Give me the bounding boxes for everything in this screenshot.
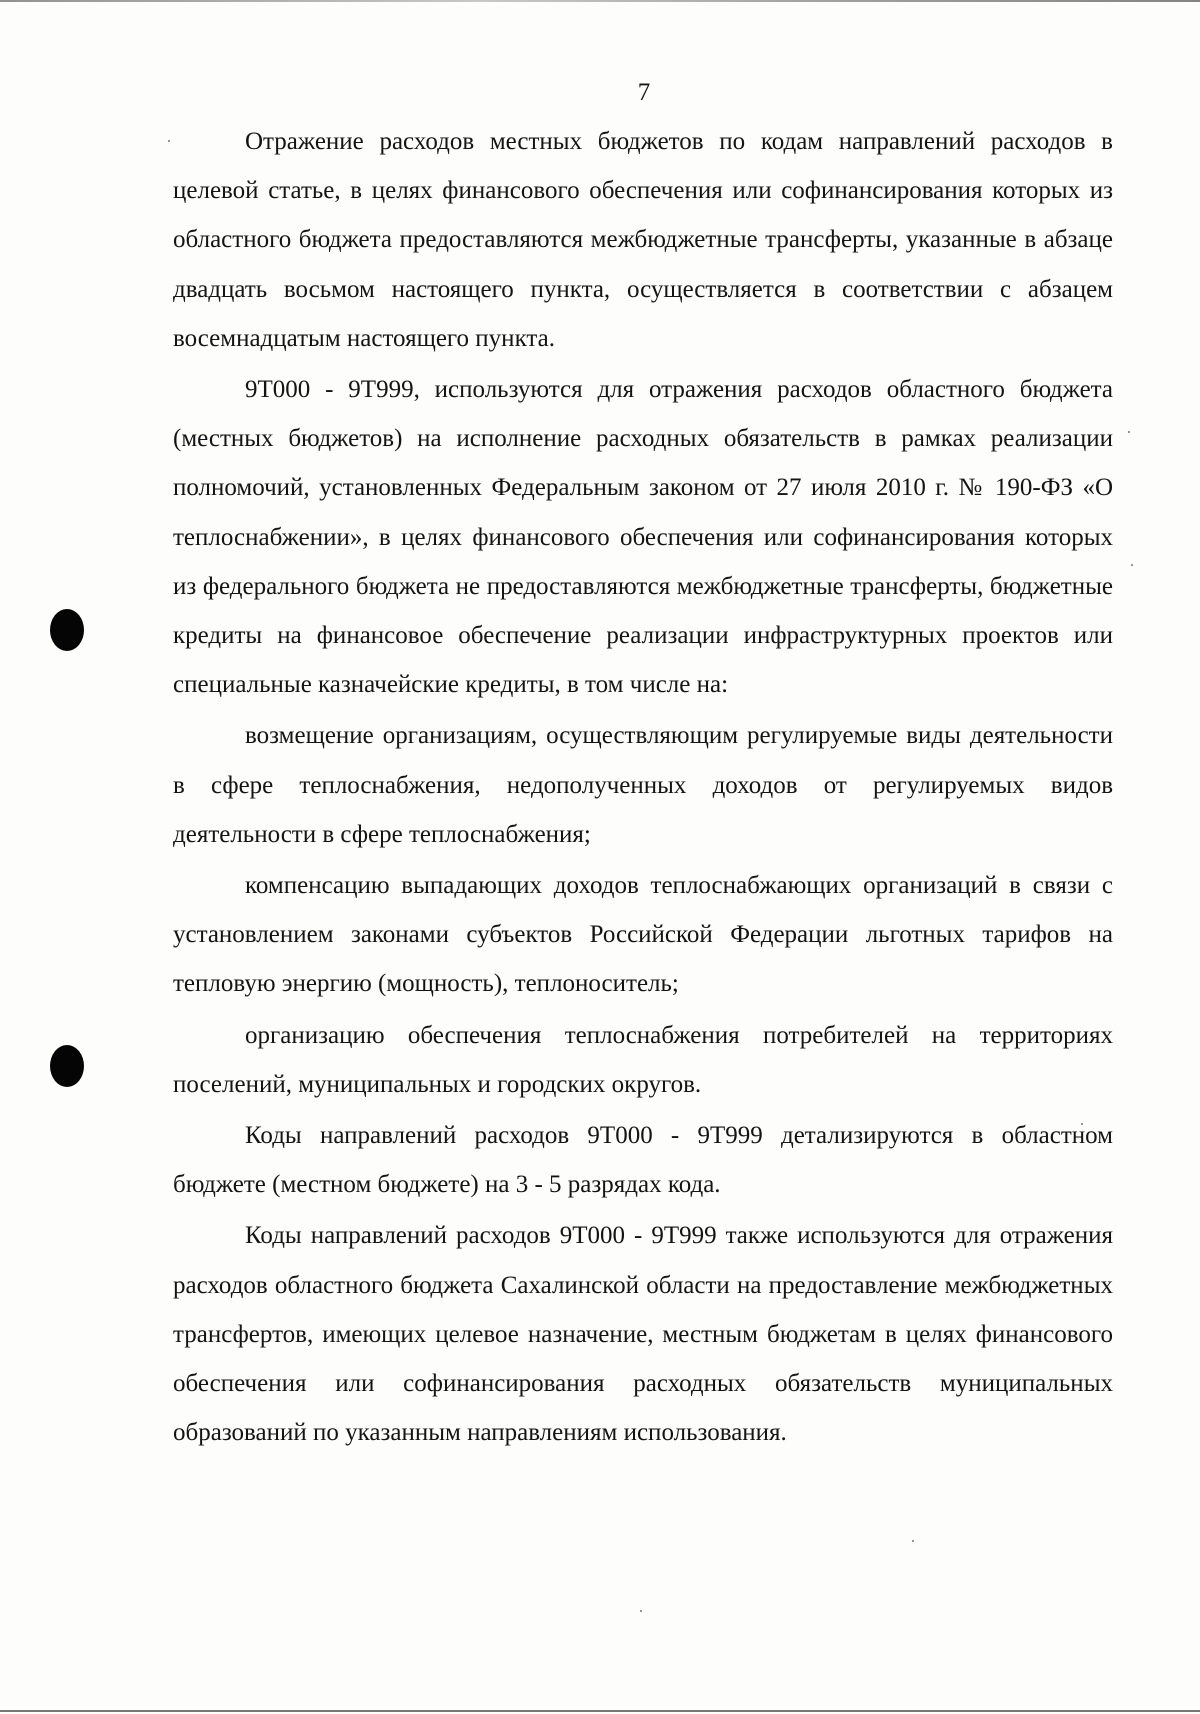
paragraph: Отражение расходов местных бюджетов по кодам направлений расходов в целевой статье, в целях финансового обеспечения или софинансирования которых из областного бюджета предоставляются межбюджетные трансферты, указанные в абзаце двадцать восьмом настоящего пункта, осуществляется в соответствии с абзацем восемнадцатым настоящего пункта. bbox=[173, 128, 1113, 352]
scan-speck bbox=[912, 1540, 914, 1542]
paragraph: компенсацию выпадающих доходов теплоснабжающих организаций в связи с установлением законами субъектов Российской Федерации льготных тарифов на тепловую энергию (мощность), теплоноситель; bbox=[173, 872, 1113, 998]
paragraph: организацию обеспечения теплоснабжения потребителей на территориях поселений, муниципальных и городских округов. bbox=[173, 1021, 1113, 1098]
scan-bottom-edge bbox=[0, 1710, 1200, 1712]
document-body bbox=[173, 117, 1113, 1457]
scan-speck bbox=[1131, 564, 1133, 566]
punch-hole-mark bbox=[50, 609, 84, 651]
page-number: 7 bbox=[637, 79, 651, 106]
scan-speck bbox=[1128, 431, 1130, 433]
scan-speck bbox=[640, 1610, 642, 1612]
paragraph: возмещение организациям, осуществляющим регулируемые виды деятельности в сфере теплоснабжения, недополученных доходов от регулируемых видов деятельности в сфере теплоснабжения; bbox=[173, 722, 1113, 848]
punch-hole-mark bbox=[50, 1045, 84, 1087]
scan-top-edge bbox=[0, 0, 1200, 2]
paragraph: Коды направлений расходов 9Т000 - 9Т999 также используются для отражения расходов областного бюджета Сахалинской области на предоставление межбюджетных трансфертов, имеющих целевое назначение, местным бюджетам в целях финансового обеспечения или софинансирования расходных обязательств муниципальных образований по указанным направлениям использования. bbox=[173, 1222, 1113, 1447]
paragraph: 9Т000 - 9Т999, используются для отражения расходов областного бюджета (местных бюджетов) на исполнение расходных обязательств в рамках реализации полномочий, установленных Федеральным законом от 27 июля 2010 г. № 190-ФЗ «О теплоснабжении», в целях финансового обеспечения или софинансирования которых из федерального бюджета не предоставляются межбюджетные трансферты, бюджетные кредиты на финансовое обеспечение реализации инфраструктурных проектов или специальные казначейские кредиты, в том числе на: bbox=[173, 376, 1113, 699]
scan-speck bbox=[168, 140, 170, 142]
paragraph: Коды направлений расходов 9Т000 - 9Т999 детализируются в областном бюджете (местном бюджете) на 3 - 5 разрядах кода. bbox=[173, 1122, 1113, 1199]
